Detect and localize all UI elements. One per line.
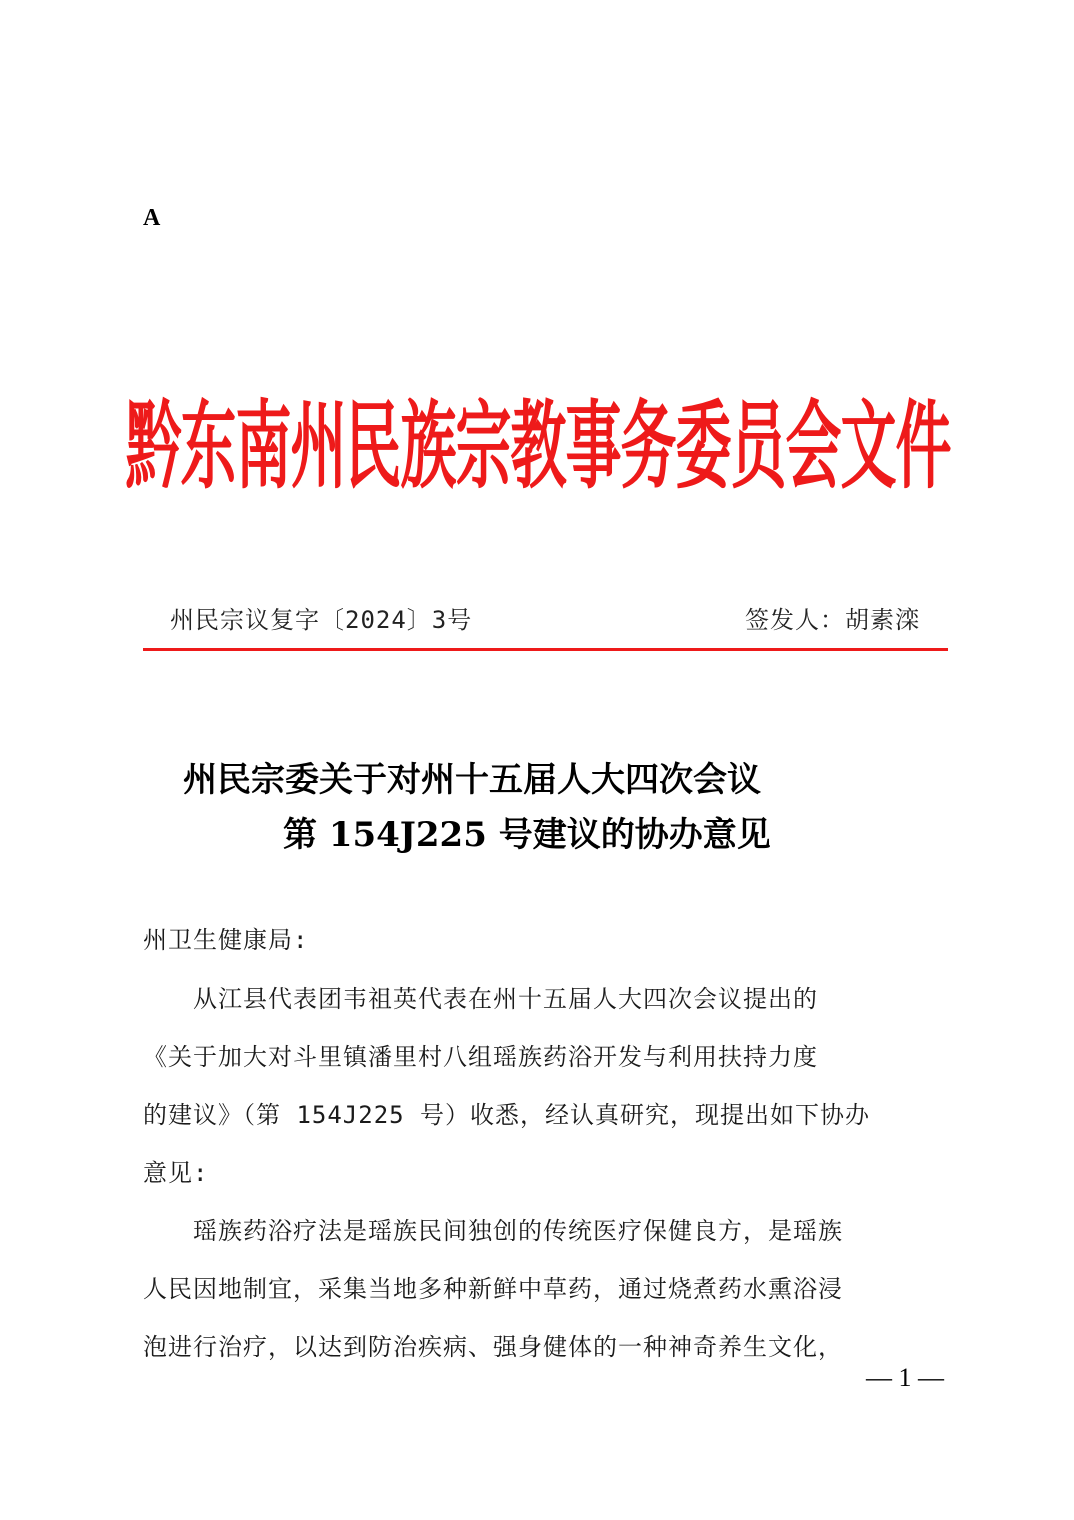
paragraph-1-line: 意见: [143, 1159, 209, 1187]
paragraph-2-line: 泡进行治疗，以达到防治疾病、强身健体的一种神奇养生文化， [143, 1333, 843, 1361]
document-grade: A [143, 205, 161, 231]
paragraph-2-line: 瑶族药浴疗法是瑶族民间独创的传统医疗保健良方，是瑶族 [143, 1217, 843, 1245]
title-line-1: 州民宗委关于对州十五届人大四次会议 [183, 760, 761, 800]
paragraph-2-line: 人民因地制宜，采集当地多种新鲜中草药，通过烧煮药水熏浴浸 [143, 1275, 843, 1303]
salutation: 州卫生健康局: [143, 926, 309, 954]
masthead [125, 375, 951, 505]
red-divider-rule [143, 648, 948, 651]
page-number: — 1 — [866, 1363, 944, 1392]
paragraph-1-line: 《关于加大对斗里镇潘里村八组瑶族药浴开发与利用扶持力度 [143, 1043, 818, 1071]
document-number: 州民宗议复字〔2024〕3号 [170, 606, 473, 634]
title-line-2: 第 154J225 号建议的协办意见 [283, 815, 771, 855]
masthead-title: 黔东南州民族宗教事务委员会文件 [125, 390, 951, 503]
document-number-row [170, 600, 920, 640]
paragraph-1-line: 从江县代表团韦祖英代表在州十五届人大四次会议提出的 [143, 985, 818, 1013]
paragraph-1-line: 的建议》（第 154J225 号）收悉，经认真研究，现提出如下协办 [143, 1101, 871, 1129]
signer: 签发人：胡素滦 [745, 606, 920, 634]
